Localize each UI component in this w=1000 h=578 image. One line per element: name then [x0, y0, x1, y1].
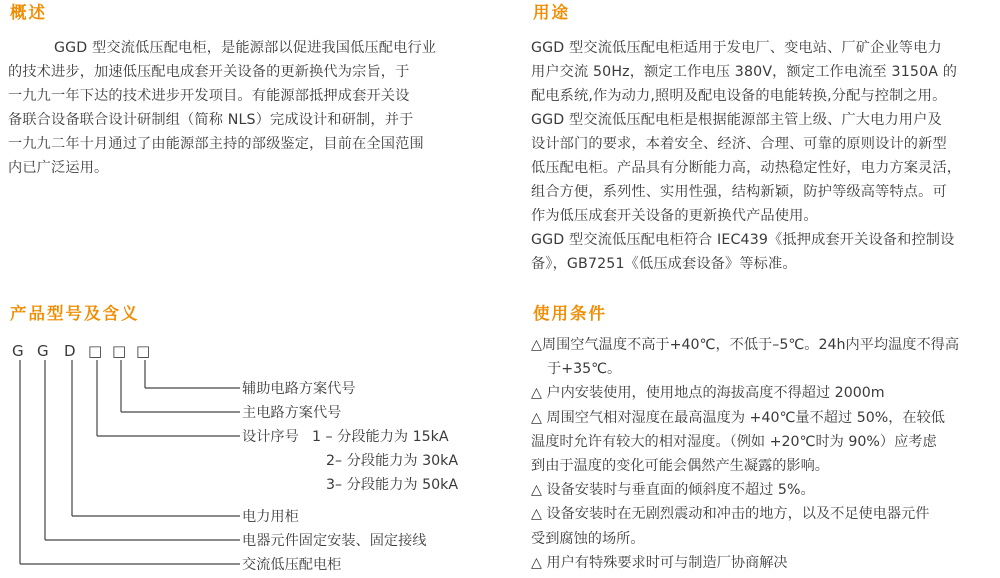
label-aux-circuit: 辅助电路方案代号: [242, 381, 356, 397]
usage-line: GGD 型交流低压配电柜是根据能源部主管上级、广大电力用户及: [531, 112, 942, 128]
usage-line: GGD 型交流低压配电柜符合 IEC439《抵押成套开关设备和控制设: [531, 232, 955, 248]
code-char: □: [112, 342, 127, 360]
usage-line: GGD 型交流低压配电柜适用于发电厂、变电站、厂矿企业等电力: [531, 40, 942, 56]
conditions-heading: 使用条件: [533, 304, 607, 323]
usage-line: 备》，GB7251《低压成套设备》等标准。: [531, 256, 797, 272]
code-char: D: [64, 342, 76, 360]
condition-line: 温度时允许有较大的相对湿度。（例如 +20℃时为 90%）应考虑: [531, 433, 937, 450]
usage-heading: 用途: [533, 3, 570, 22]
usage-line: 作为低压成套开关设备的更新换代产品使用。: [531, 208, 818, 224]
overview-line: 内已广泛运用。: [8, 160, 109, 176]
label-power-cabinet: 电力用柜: [242, 509, 299, 525]
label-ac-cabinet: 交流低压配电柜: [242, 557, 342, 573]
overview-line: 一九九一年下达的技术进步开发项目。有能源部抵押成套开关设: [8, 88, 410, 104]
code-char: □: [136, 342, 151, 360]
condition-line: △ 周围空气相对湿度在最高温度为 +40℃量不超过 50%，在较低: [531, 409, 945, 426]
condition-line: 于+35℃。: [547, 361, 622, 378]
label-main-circuit: 主电路方案代号: [242, 405, 342, 421]
condition-line: 受到腐蚀的场所。: [531, 530, 645, 547]
condition-line: △ 用户有特殊要求时可与制造厂协商解决: [531, 554, 788, 571]
model-designation-diagram: [8, 0, 488, 578]
usage-line: 配电系统,作为动力,照明及配电设备的电能转换,分配与控制之用。: [531, 88, 947, 104]
condition-line: △ 户内安装使用，使用地点的海拔高度不得超过 2000m: [531, 385, 885, 402]
overview-line: 的技术进步，加速低压配电成套开关设备的更新换代为宗旨，于: [8, 64, 410, 80]
overview-line: GGD 型交流低压配电柜，是能源部以促进我国低压配电行业: [54, 40, 437, 56]
model-heading: 产品型号及含义: [10, 304, 140, 323]
condition-line: △ 设备安装时在无剧烈震动和冲击的地方，以及不足使电器元件: [531, 506, 930, 523]
overview-line: 备联合设备联合设计研制组（简称 NLS）完成设计和研制，并于: [8, 112, 414, 128]
condition-line: 到由于温度的变化可能会偶然产生凝露的影响。: [531, 458, 829, 475]
label-capacity-3: 3– 分段能力为 50kA: [326, 477, 459, 493]
label-capacity-1: 1 – 分段能力为 15kA: [312, 429, 449, 445]
conditions-list: [531, 333, 959, 575]
usage-line: 设计部门的要求，本着安全、经济、合理、可靠的原则设计的新型: [531, 136, 947, 152]
label-design-seq: 设计序号: [242, 429, 299, 445]
code-char: G: [37, 342, 49, 360]
overview-line: 一九九二年十月通过了由能源部主持的部级鉴定，目前在全国范围: [8, 136, 424, 152]
label-fixed-install: 电器元件固定安装、固定接线: [242, 533, 427, 549]
condition-line: △ 设备安装时与垂直面的倾斜度不超过 5%。: [531, 482, 815, 499]
label-capacity-2: 2– 分段能力为 30kA: [326, 453, 459, 469]
code-char: G: [12, 342, 24, 360]
usage-line: 用户交流 50Hz，额定工作电压 380V，额定工作电流至 3150A 的: [531, 64, 958, 80]
code-char: □: [88, 342, 103, 360]
usage-line: 低压配电柜。产品具有分断能力高，动热稳定性好，电力方案灵活，: [531, 160, 962, 176]
usage-paragraph: [531, 36, 996, 276]
overview-heading: 概述: [10, 3, 47, 22]
condition-line: △周围空气温度不高于+40℃，不低于–5℃。24h内平均温度不得高: [531, 337, 960, 353]
usage-line: 组合方便，系列性、实用性强，结构新颖，防护等级高等特点。可: [531, 184, 947, 200]
